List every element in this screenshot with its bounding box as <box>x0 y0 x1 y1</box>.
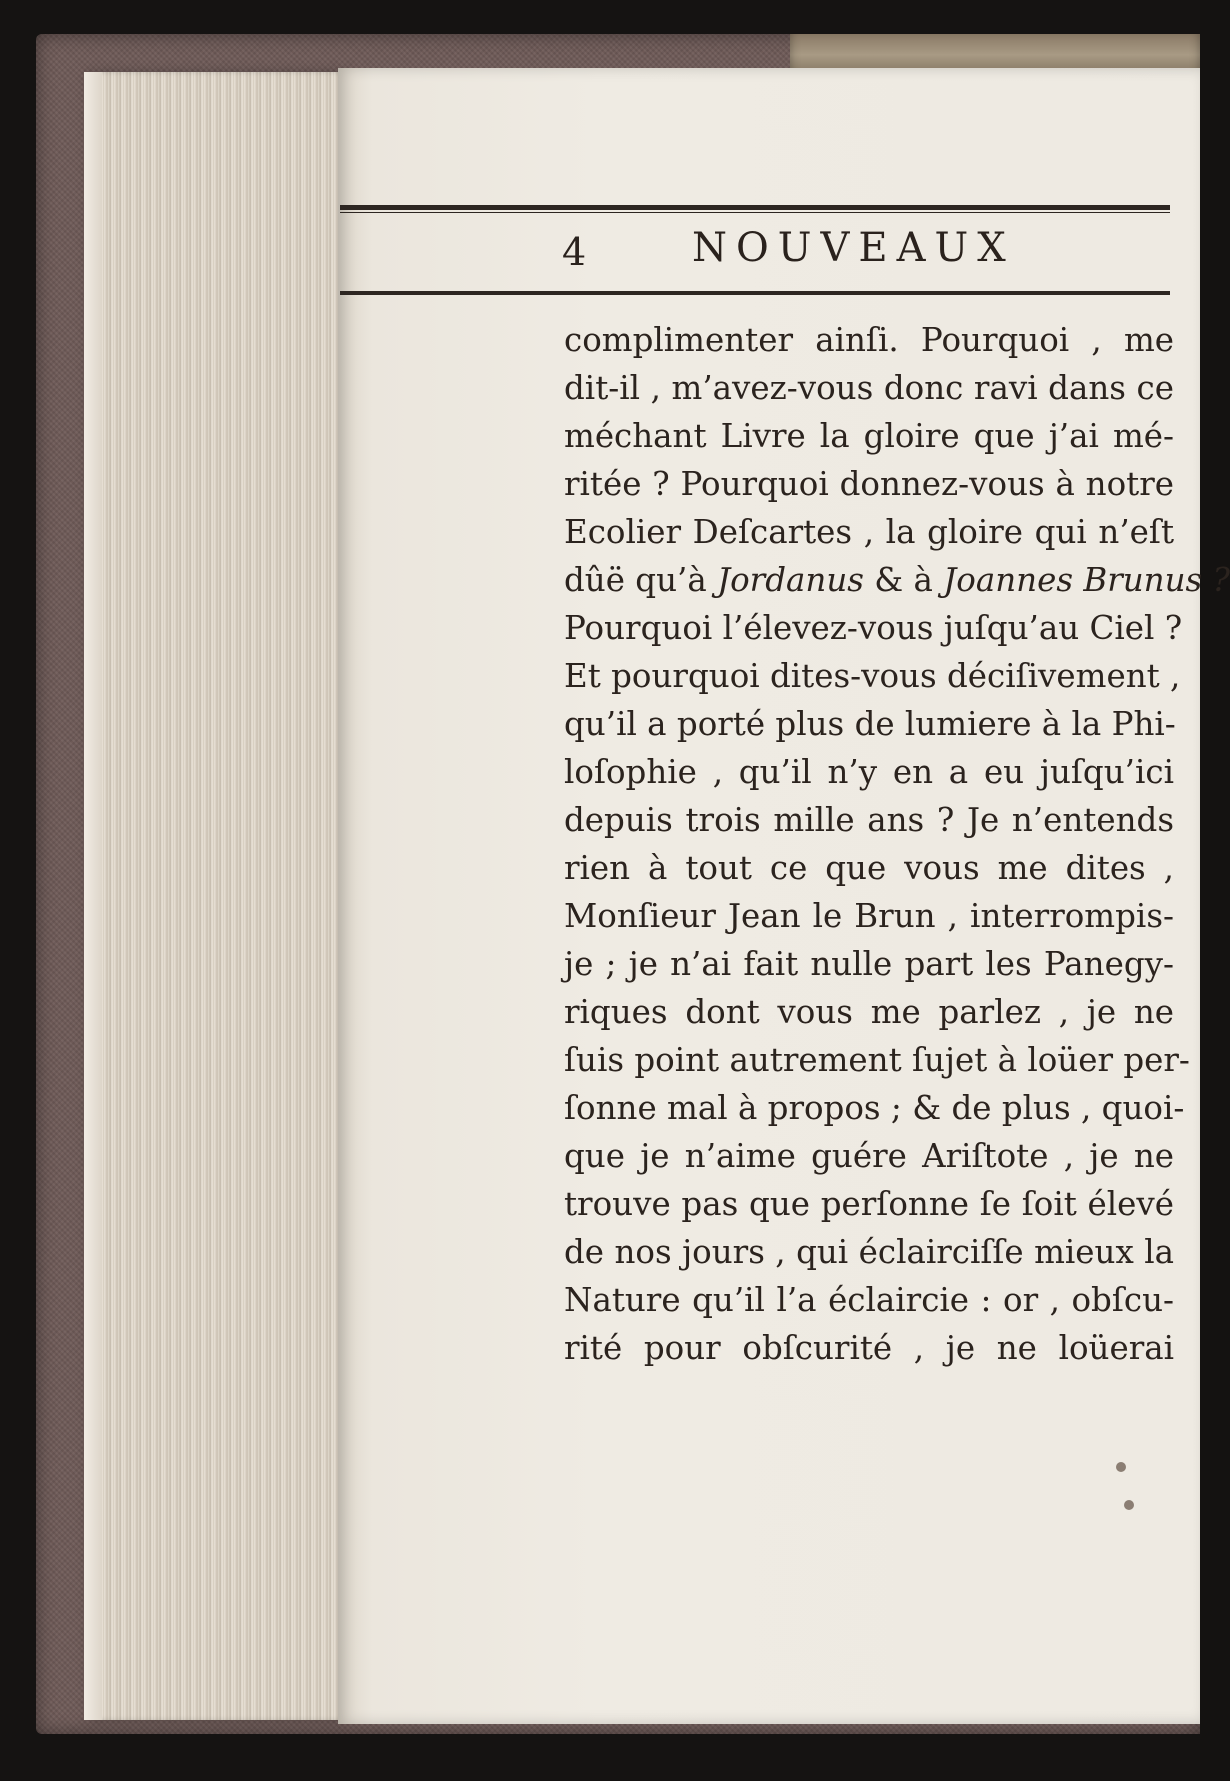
header-rule-bottom <box>340 291 1170 295</box>
text-line <box>564 1324 1174 1372</box>
text-line <box>564 1276 1174 1324</box>
body-text <box>564 316 1230 1372</box>
text-line <box>564 316 1174 364</box>
text-line <box>564 412 1174 460</box>
text-segment: méchant Livre la gloire que j’ai mé- <box>564 417 1174 455</box>
text-line <box>564 1084 1185 1132</box>
text-segment: trouve pas que perſonne ſe ſoit élevé <box>564 1185 1174 1223</box>
text-segment: qu’il a porté plus de lumiere à la Phi- <box>564 705 1176 743</box>
text-segment: rien à tout ce que vous me dites , <box>564 849 1174 887</box>
text-line <box>564 748 1174 796</box>
text-line <box>564 892 1174 940</box>
text-line <box>564 1132 1174 1180</box>
italic-name: Joannes Brunus ? <box>943 561 1230 599</box>
text-segment: rité pour obſcurité , je ne loüerai <box>564 1329 1174 1367</box>
text-segment: complimenter ainſi. Pourquoi , me <box>564 321 1174 359</box>
text-segment: Monſieur Jean le Brun , interrompis- <box>564 897 1174 935</box>
page-number: 4 <box>562 230 587 274</box>
text-segment: depuis trois mille ans ? Je n’entends <box>564 801 1174 839</box>
text-line <box>564 796 1174 844</box>
text-line <box>564 844 1174 892</box>
text-segment: ſonne mal à propos ; & de plus , quoi- <box>564 1089 1185 1127</box>
text-line <box>564 1228 1174 1276</box>
text-segment: de nos jours , qui éclairciſſe mieux la <box>564 1233 1174 1271</box>
text-segment: riques dont vous me parlez , je ne <box>564 993 1174 1031</box>
text-line <box>564 940 1174 988</box>
text-segment: dûë qu’à <box>564 561 718 599</box>
text-line <box>564 700 1174 748</box>
text-segment: Nature qu’il l’a éclaircie : or , obſcu- <box>564 1281 1174 1319</box>
text-segment: loſophie , qu’il n’y en a eu juſqu’ici <box>564 753 1174 791</box>
text-line <box>564 508 1174 556</box>
text-segment: ritée ? Pourquoi donnez-vous à notre <box>564 465 1174 503</box>
text-segment: Pourquoi l’élevez-vous juſqu’au Ciel ? <box>564 609 1183 647</box>
text-segment: que je n’aime guére Ariſtote , je ne <box>564 1137 1174 1175</box>
text-line <box>564 604 1183 652</box>
text-segment: je ; je n’ai fait nulle part les Panegy- <box>564 945 1174 983</box>
text-segment: Ecolier Deſcartes , la gloire qui n’eſt <box>564 513 1174 551</box>
italic-name: Jordanus <box>717 561 864 599</box>
text-line <box>564 1180 1174 1228</box>
running-head: NOUVEAUX <box>692 225 1015 271</box>
text-segment: & à <box>863 561 944 599</box>
text-line <box>564 652 1181 700</box>
paper-speck <box>1124 1500 1134 1510</box>
text-segment: ſuis point autrement ſujet à loüer per- <box>564 1041 1190 1079</box>
text-line <box>564 1036 1190 1084</box>
header-rule-top <box>340 205 1170 210</box>
page-block-edges <box>84 72 346 1720</box>
text-line <box>564 988 1174 1036</box>
text-segment: dit-il , m’avez-vous donc ravi dans ce <box>564 369 1174 407</box>
text-line <box>564 364 1174 412</box>
text-line <box>564 460 1174 508</box>
text-segment: Et pourquoi dites-vous déciſivement , <box>564 657 1181 695</box>
text-line <box>564 556 1230 604</box>
paper-speck <box>1116 1462 1126 1472</box>
